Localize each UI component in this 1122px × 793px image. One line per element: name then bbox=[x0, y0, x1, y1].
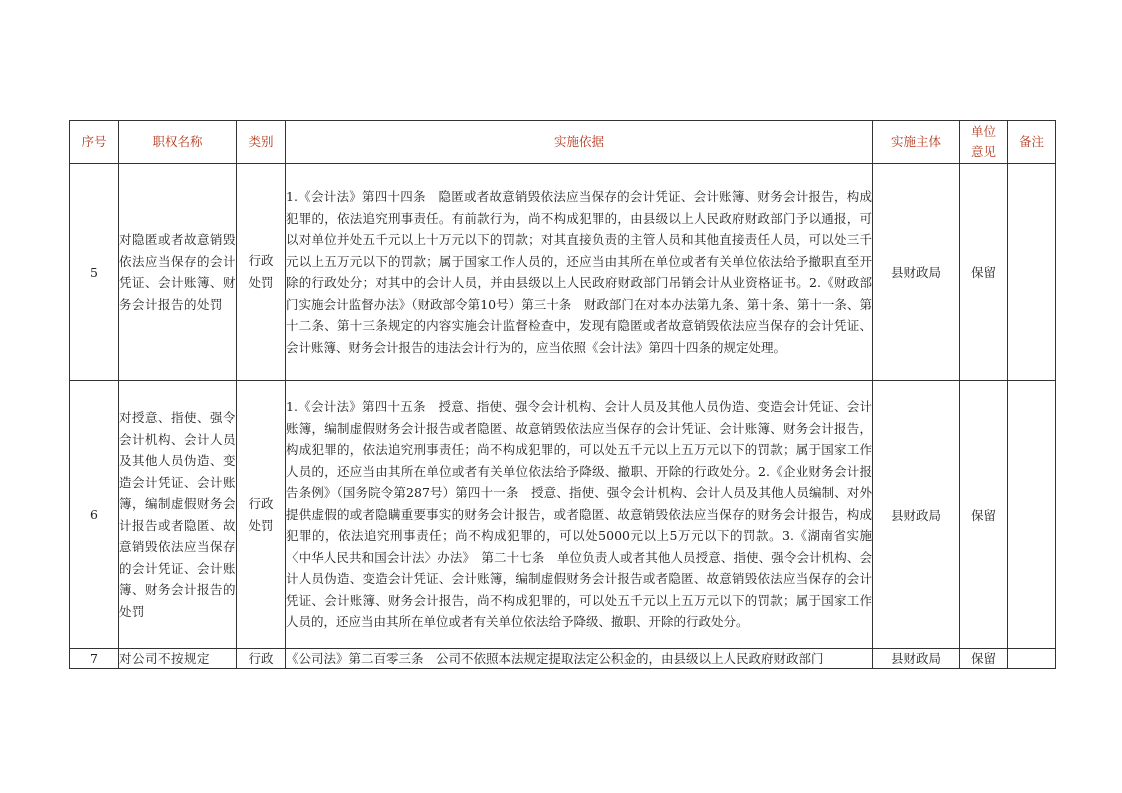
row-opinion: 保留 bbox=[960, 381, 1008, 649]
header-remark: 备注 bbox=[1008, 121, 1056, 164]
row-name: 对公司不按规定 bbox=[119, 649, 237, 669]
row-name: 对隐匿或者故意销毁依法应当保存的会计凭证、会计账簿、财务会计报告的处罚 bbox=[119, 164, 237, 381]
table-row bbox=[70, 649, 1056, 669]
header-seq: 序号 bbox=[70, 121, 119, 164]
row-seq: 7 bbox=[70, 649, 119, 669]
row-basis: 1.《会计法》第四十五条 授意、指使、强令会计机构、会计人员及其他人员伪造、变造会计凭证、会计账簿，编制虚假财务会计报告或者隐匿、故意销毁依法应当保存的会计凭证、会计账簿、财务会计报告，构成犯罪的，依法追究刑事责任；尚不构成犯罪的，可以处五千元以上五万元以下的罚款；属于国家工作人员的，还应当由其所在单位或者有关单位依法给予降级、撤职、开除的行政处分。2.《企业财务会计报告条例》（国务院令第287号）第四十一条 授意、指使、强令会计机构、会计人员及其他人员编制、对外提供虚假的或者隐瞒重要事实的财务会计报告，或者隐匿、故意销毁依法应当保存的财务会计报告，构成犯罪的，依法追究刑事责任；尚不构成犯罪的，可以处5000元以上5万元以下的罚款。3.《湖南省实施〈中华人民共和国会计法〉办法》 第二十七条 单位负责人或者其他人员授意、指使、强令会计机构、会计人员伪造、变造会计凭证、会计账簿，编制虚假财务会计报告或者隐匿、故意销毁依法应当保存的会计凭证、会计账簿、财务会计报告，尚不构成犯罪的，可以处五千元以上五万元以下的罚款；属于国家工作人员的，还应当由其所在单位或者有关单位依法给予降级、撤职、开除的行政处分。 bbox=[286, 381, 873, 649]
header-subject: 实施主体 bbox=[873, 121, 960, 164]
header-opinion-line1: 单位 bbox=[970, 124, 996, 139]
authority-table bbox=[69, 120, 1056, 669]
row-type: 行政 bbox=[237, 649, 286, 669]
table-header-row bbox=[70, 121, 1056, 164]
header-basis: 实施依据 bbox=[286, 121, 873, 164]
row-remark bbox=[1008, 649, 1056, 669]
row-type-line2: 处罚 bbox=[248, 517, 274, 533]
table-row bbox=[70, 164, 1056, 381]
row-type-line1: 行政 bbox=[248, 253, 274, 268]
row-name: 对授意、指使、强令会计机构、会计人员及其他人员伪造、变造会计凭证、会计账簿，编制虚假财务会计报告或者隐匿、故意销毁依法应当保存的会计凭证、会计账簿、财务会计报告的处罚 bbox=[119, 381, 237, 649]
row-type bbox=[237, 381, 286, 649]
header-opinion-line2: 意见 bbox=[970, 144, 996, 159]
row-seq: 6 bbox=[70, 381, 119, 649]
row-basis: 1.《会计法》第四十四条 隐匿或者故意销毁依法应当保存的会计凭证、会计账簿、财务会计报告，构成犯罪的，依法追究刑事责任。有前款行为，尚不构成犯罪的，由县级以上人民政府财政部门予以通报，可以对单位并处五千元以上十万元以下的罚款；对其直接负责的主管人员和其他直接责任人员，可以处三千元以上五万元以下的罚款；属于国家工作人员的，还应当由其所在单位或者有关单位依法给予撤职直至开除的行政处分；对其中的会计人员，并由县级以上人民政府财政部门吊销会计从业资格证书。2.《财政部门实施会计监督办法》（财政部令第10号）第三十条 财政部门在对本办法第九条、第十条、第十一条、第十二条、第十三条规定的内容实施会计监督检查中，发现有隐匿或者故意销毁依法应当保存的会计凭证、会计账簿、财务会计报告的违法会计行为的，应当依照《会计法》第四十四条的规定处理。 bbox=[286, 164, 873, 381]
row-type-line2: 处罚 bbox=[248, 275, 274, 290]
row-remark bbox=[1008, 164, 1056, 381]
row-basis: 《公司法》第二百零三条 公司不依照本法规定提取法定公积金的，由县级以上人民政府财政部门 bbox=[286, 649, 873, 669]
row-subject: 县财政局 bbox=[873, 381, 960, 649]
row-seq: 5 bbox=[70, 164, 119, 381]
row-remark bbox=[1008, 381, 1056, 649]
row-subject: 县财政局 bbox=[873, 164, 960, 381]
header-opinion bbox=[960, 121, 1008, 164]
header-type: 类别 bbox=[237, 121, 286, 164]
row-opinion: 保留 bbox=[960, 164, 1008, 381]
header-name: 职权名称 bbox=[119, 121, 237, 164]
table-row bbox=[70, 381, 1056, 649]
row-type-line1: 行政 bbox=[248, 495, 274, 511]
row-subject: 县财政局 bbox=[873, 649, 960, 669]
row-type bbox=[237, 164, 286, 381]
row-opinion: 保留 bbox=[960, 649, 1008, 669]
